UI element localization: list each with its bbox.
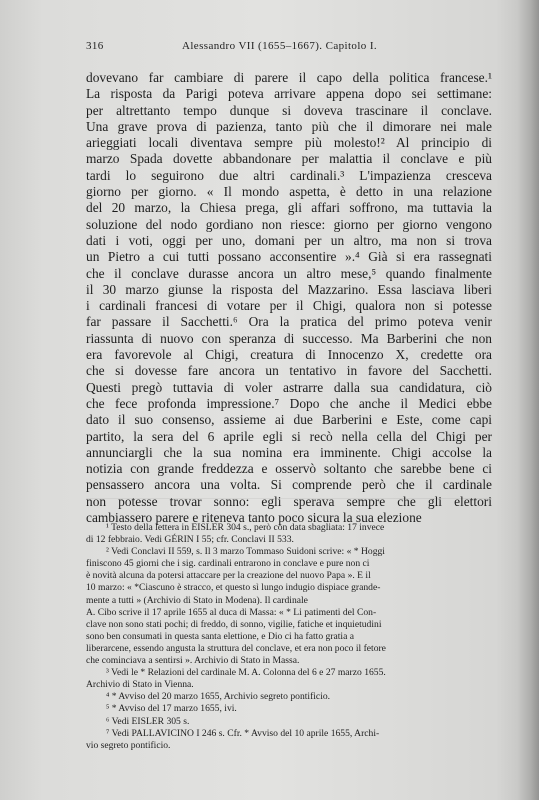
footnote-line: ⁴ * Avviso del 20 marzo 1655, Archivio segreto pontificio. [106, 691, 331, 703]
footnote-line: è novità alcuna da potersi attaccare per la creazione del nuovo Papa ». E il [86, 570, 371, 582]
footnote-line: A. Cibo scrive il 17 aprile 1655 al duca di Massa: « * Li patimenti del Con- [86, 606, 377, 618]
running-header [86, 40, 494, 56]
text-line: il 30 marzo giunse la risposta del Mazzarino. Essa lasciava liberi [86, 281, 492, 297]
footnote-line: clave non sono stati pochi; di freddo, di sonno, vigilie, fatiche et inquietudini [86, 618, 382, 630]
text-line: tardi lo seguirono due altri cardinali.³ L'impazienza cresceva [86, 167, 492, 183]
text-line: giorno per giorno. « Il mondo aspetta, è detto in una relazione [86, 184, 492, 200]
text-line: dati i voti, oggi per uno, domani per un altro, ma non si trova [86, 232, 492, 248]
footnote-line: ¹ Testo della lettera in EISLER 304 s., però con data sbagliata: 17 invece [106, 522, 385, 533]
text-line: notizia con grande freddezza e osservò soltanto che sarebbe bene ci [86, 461, 492, 477]
text-line: dovevano far cambiare di parere il capo della politica francese.¹ [86, 70, 492, 85]
text-line: arieggiati locali diventava sempre più molesto!² Al principio di [86, 135, 492, 151]
text-line: i cardinali francesi di votare per il Chigi, qualora non si potesse [86, 298, 492, 314]
footnote-line: di 12 febbraio. Vedi GÉRIN I 55; cfr. Conclavi II 533. [86, 534, 294, 546]
text-line: marzo Spada dovette abbandonare per malattia il conclave e più [86, 151, 492, 167]
text-line: un Pietro a cui tutti possano acconsentire ».⁴ Già si era rassegnati [86, 249, 492, 265]
text-line: partito, la sera del 6 aprile egli si recò nella cella del Chigi per [86, 428, 492, 444]
footnote-line: liberarcene, essendo angusta la struttura del conclave, et era non poco il fetore [86, 642, 386, 654]
footnote-line: che cominciava a sentirsi ». Archivio di Stato in Massa. [86, 655, 300, 667]
text-line: del 20 marzo, la Chiesa prega, gli affari soffrono, ma tuttavia la [86, 200, 492, 216]
spine-shadow [517, 0, 539, 800]
footnote-line: ³ Vedi le * Relazioni del cardinale M. A. Colonna del 6 e 27 marzo 1655. [106, 667, 386, 679]
main-text [86, 70, 492, 526]
footnote-line: mente a tutti » (Archivio di Stato in Modena). Il cardinale [86, 594, 308, 606]
text-line: era favorevole al Chigi, creatura di Innocenzo X, credette ora [86, 347, 492, 363]
running-title: Alessandro VII (1655–1667). Capitolo I. [182, 40, 378, 52]
footnote-line: sono ben consumati in questa santa elettione, e Dio ci ha fatto gratia a [86, 630, 355, 642]
text-line: che si dovesse fare ancora un tentativo in favore del Sacchetti. [86, 363, 492, 379]
footnote-line: ² Vedi Conclavi II 559, s. Il 3 marzo Tommaso Suidoni scrive: « * Hoggi [106, 546, 385, 558]
text-line: La risposta da Parigi poteva arrivare appena dopo sei settimane: [86, 86, 492, 102]
text-line: pensassero ancora una volta. Si comprende però che il cardinale [86, 477, 492, 493]
footnote-line: finiscono 45 giorni che i sig. cardinali entrarono in conclave e pure non ci [86, 558, 370, 570]
text-line: che il conclave durasse ancora un altro mese,⁵ quando finalmente [86, 265, 492, 281]
text-line: cambiassero parere e riteneva tanto poco sicura la sua elezione [86, 510, 422, 526]
text-line: far passare il Sacchetti.⁶ Ora la pratica del primo poteva venir [86, 314, 492, 330]
text-line: riassunta di nuovo con speranza di successo. Ma Barberini che non [86, 330, 492, 346]
footnote-line: ⁵ * Avviso del 17 marzo 1655, ivi. [106, 703, 237, 715]
text-line: annunciargli che la sua nomina era imminente. Chigi accolse la [86, 444, 492, 460]
footnotes [86, 522, 492, 752]
text-line: non potesse trovar sonno: egli sperava sempre che gli elettori [86, 493, 492, 509]
text-line: soluzione del nodo gordiano non riesce: giorno per giorno vengono [86, 216, 492, 232]
footnote-line: Archivio di Stato in Vienna. [86, 679, 194, 691]
footnote-line: ⁶ Vedi EISLER 305 s. [106, 715, 190, 727]
footnote-line: vio segreto pontificio. [86, 739, 171, 751]
footnote-separator [86, 498, 492, 499]
footnote-line: ⁷ Vedi PALLAVICINO I 246 s. Cfr. * Avviso del 10 aprile 1655, Archi- [106, 727, 380, 739]
text-line: Questi pregò tuttavia di voler astrarre dalla sua candidatura, ciò [86, 379, 492, 395]
text-line: Una grave prova di pazienza, tanto più che il dimorare nei male [86, 118, 492, 134]
text-line: che fece profonda impressione.⁷ Dopo che anche il Medici ebbe [86, 395, 492, 411]
footnote-line: 10 marzo: « *Ciascuno è stracco, et questo sì lungo indugio dispiace grande- [86, 582, 381, 594]
text-line: per altrettanto tempo dunque si doveva trascinare il conclave. [86, 102, 492, 118]
page-number: 316 [86, 40, 104, 52]
text-line: dato il suo consenso, assieme ai due Barberini e Este, come capi [86, 412, 492, 428]
